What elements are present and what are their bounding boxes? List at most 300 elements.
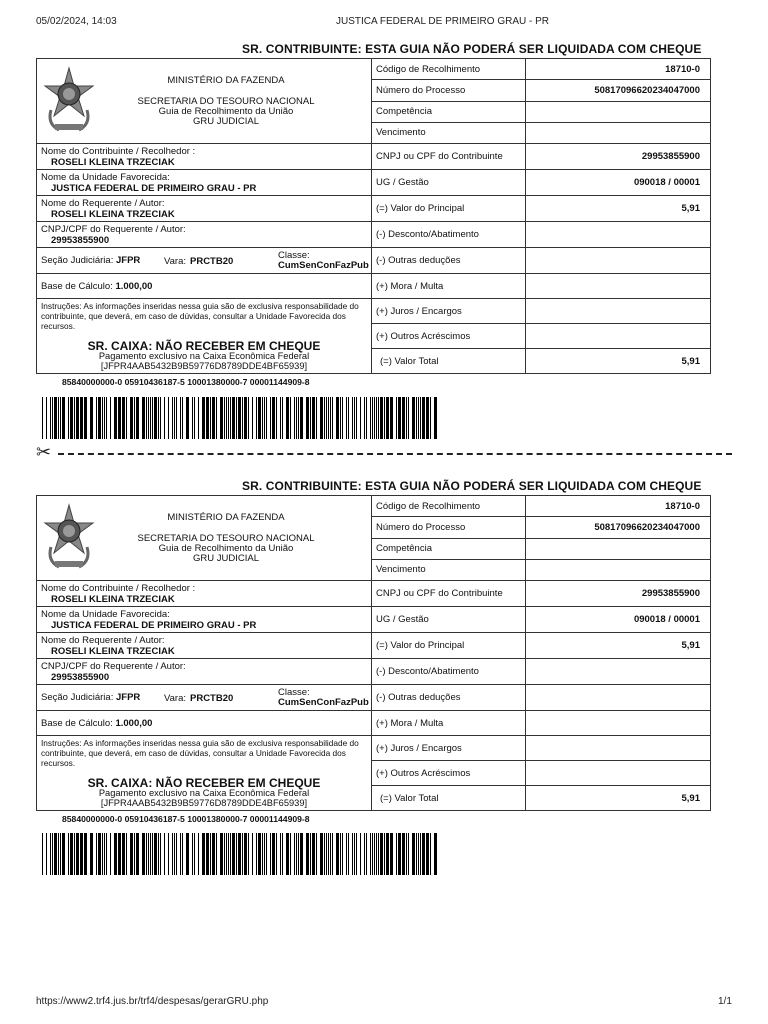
base-cell (37, 274, 372, 299)
mora-label: (+) Mora / Multa (372, 711, 526, 736)
barcode-bar (74, 833, 75, 875)
barcode-bar (192, 833, 193, 875)
barcode-bar (74, 397, 75, 439)
juros-label: (+) Juros / Encargos (372, 736, 526, 761)
barcode-bar (416, 833, 417, 875)
barcode-bar (180, 833, 181, 875)
barcode-bar (50, 397, 51, 439)
barcode-bar (122, 397, 125, 439)
barcode-bar (310, 397, 311, 439)
codigo-label: Código de Recolhimento (372, 59, 526, 80)
barcode-bar (176, 833, 177, 875)
barcode-bar (320, 833, 323, 875)
barcode-bar (390, 833, 393, 875)
barcode-bar (176, 397, 177, 439)
barcode-bar (126, 833, 127, 875)
barcode-bar (42, 833, 43, 875)
barcode-bar (376, 833, 377, 875)
barcode-bar (236, 833, 237, 875)
instructions-cell (37, 299, 372, 374)
barcode-bar (342, 397, 343, 439)
barcode-bar (352, 397, 353, 439)
cnpj-req-cell (37, 222, 372, 248)
barcode-bar (186, 397, 189, 439)
barcode-bar (206, 833, 209, 875)
cnpj-req-value: 29953855900 (51, 234, 110, 246)
barcode-bar (434, 397, 437, 439)
barcode-bar (238, 833, 241, 875)
acrescimos-label: (+) Outros Acréscimos (372, 761, 526, 786)
codigo-label: Código de Recolhimento (372, 496, 526, 517)
barcode-bar (122, 833, 125, 875)
barcode-bar (294, 397, 295, 439)
barcode-bar (146, 397, 147, 439)
barcode-bar (396, 833, 397, 875)
barcode-bar (380, 833, 383, 875)
barcode-bar (360, 397, 361, 439)
barcode-bar (386, 833, 389, 875)
print-title: JUSTICA FEDERAL DE PRIMEIRO GRAU - PR (336, 16, 549, 27)
barcode-bar (384, 833, 385, 875)
barcode-bar (298, 833, 299, 875)
barcode-bar (264, 833, 265, 875)
slip-warning: SR. CONTRIBUINTE: ESTA GUIA NÃO PODERÁ SER LIQUIDADA COM CHEQUE (242, 42, 702, 56)
total-value: 5,91 (526, 786, 711, 811)
cnpj-label: CNPJ ou CPF do Contribuinte (372, 581, 526, 607)
processo-value: 50817096620234047000 (526, 80, 711, 101)
cnpj-req-label: CNPJ/CPF do Requerente / Autor: (41, 660, 186, 672)
barcode-bar (212, 397, 215, 439)
payment-note: Pagamento exclusivo na Caixa Econômica Federal (98, 351, 310, 361)
total-label: (=) Valor Total (372, 349, 526, 374)
requerente-label: Nome do Requerente / Autor: (41, 634, 165, 646)
vencimento-label: Vencimento (372, 122, 526, 143)
base-value: 1.000,00 (115, 717, 153, 729)
ug-value: 090018 / 00001 (526, 607, 711, 633)
barcode-bar (148, 833, 149, 875)
barcode-bar (164, 833, 165, 875)
barcode-bar (60, 833, 61, 875)
barcode-bar (248, 833, 249, 875)
juros-value (526, 736, 711, 761)
barcode-bar (354, 397, 355, 439)
vara-value: PRCTB20 (190, 256, 234, 267)
barcode-bar (356, 833, 357, 875)
requerente-label: Nome do Requerente / Autor: (41, 197, 165, 209)
barcode-bar (396, 397, 397, 439)
barcode-bar (142, 397, 145, 439)
secao-cell (37, 248, 372, 274)
barcode-bar (408, 397, 409, 439)
barcode-bar (256, 397, 257, 439)
competencia-value (526, 101, 711, 122)
barcode-bar (346, 833, 347, 875)
barcode-bar (374, 833, 375, 875)
barcode-bar (60, 397, 61, 439)
cnpj-req-value: 29953855900 (51, 671, 110, 683)
barcode-bar (328, 397, 329, 439)
barcode-bar (106, 833, 107, 875)
unidade-value: JUSTICA FEDERAL DE PRIMEIRO GRAU - PR (51, 182, 257, 194)
barcode-bar (220, 833, 223, 875)
desconto-label: (-) Desconto/Abatimento (372, 222, 526, 248)
barcode-bar (406, 397, 407, 439)
mora-value (526, 711, 711, 736)
barcode-bar (136, 397, 139, 439)
desconto-value (526, 222, 711, 248)
barcode-bar (62, 833, 65, 875)
barcode-bar (332, 833, 333, 875)
barcode-bar (332, 397, 333, 439)
barcode-bar (364, 397, 365, 439)
barcode-bar (198, 833, 199, 875)
competencia-label: Competência (372, 101, 526, 122)
instructions-cell (37, 736, 372, 811)
secao-cell (37, 685, 372, 711)
barcode-bar (220, 397, 223, 439)
requerente-cell (37, 196, 372, 222)
barcode-bar (154, 397, 157, 439)
barcode-bar (330, 833, 331, 875)
barcode-bar (256, 833, 257, 875)
barcode-bar (80, 833, 83, 875)
secretaria-name: SECRETARIA DO TESOURO NACIONAL (137, 96, 315, 107)
requerente-cell (37, 633, 372, 659)
barcode-bar (370, 833, 371, 875)
barcode-bar (98, 833, 101, 875)
barcode-bar (306, 397, 309, 439)
barcode-bar (430, 833, 431, 875)
barcode-bar (422, 833, 425, 875)
guia-title: Guia de Recolhimento da União (158, 543, 294, 554)
barcode-bar (326, 397, 327, 439)
barcode-bar (286, 833, 289, 875)
barcode-bar (76, 833, 79, 875)
barcode-bar (228, 397, 229, 439)
principal-label: (=) Valor do Principal (372, 633, 526, 659)
barcode-bar (298, 397, 299, 439)
barcode-bar (68, 833, 69, 875)
barcode-bar (378, 833, 379, 875)
barcode-bar (70, 833, 73, 875)
barcode-bar (320, 397, 323, 439)
barcode-bar (174, 397, 175, 439)
coat-of-arms-icon (43, 503, 95, 573)
barcode-bar (226, 397, 227, 439)
barcode-1 (42, 397, 438, 439)
barcode-bar (152, 833, 153, 875)
barcode-bar (118, 397, 121, 439)
barcode-bar (244, 397, 247, 439)
barcode-bar (102, 397, 103, 439)
barcode-bar (172, 833, 173, 875)
barcode-bar (210, 397, 211, 439)
barcode-bar (306, 833, 309, 875)
barcode-bar (262, 833, 263, 875)
secretaria-name: SECRETARIA DO TESOURO NACIONAL (137, 533, 315, 544)
requerente-value: ROSELI KLEINA TRZECIAK (51, 645, 175, 657)
barcode-bar (296, 833, 297, 875)
barcode-bar (276, 833, 277, 875)
cnpj-req-cell (37, 659, 372, 685)
unidade-label: Nome da Unidade Favorecida: (41, 608, 170, 620)
barcode-bar (84, 397, 87, 439)
barcode-bar (264, 397, 265, 439)
barcode-bar (90, 397, 93, 439)
barcode-bar (390, 397, 393, 439)
barcode-bar (202, 397, 205, 439)
barcode-bar (300, 397, 303, 439)
contribuinte-value: ROSELI KLEINA TRZECIAK (51, 593, 175, 605)
barcode-bar (210, 833, 211, 875)
barcode-bar (134, 833, 135, 875)
barcode-bar (216, 397, 217, 439)
barcode-bar (374, 397, 375, 439)
barcode-bar (186, 833, 189, 875)
outras-label: (-) Outras deduções (372, 685, 526, 711)
barcode-bar (52, 833, 53, 875)
barcode-bar (366, 833, 367, 875)
instructions-text: Instruções: As informações inseridas nessa guia são de exclusiva responsabilidade do contribuinte, que deverá, em caso de dúvidas, consultar a Unidade Favorecida dos recursos. (41, 301, 359, 331)
barcode-bar (228, 833, 229, 875)
vencimento-value (526, 559, 711, 580)
barcode-bar (164, 397, 165, 439)
gru-title: GRU JUDICIAL (193, 553, 259, 564)
barcode-bar (54, 397, 57, 439)
contribuinte-value: ROSELI KLEINA TRZECIAK (51, 156, 175, 168)
unidade-cell (37, 607, 372, 633)
barcode-bar (418, 833, 419, 875)
barcode-bar (174, 833, 175, 875)
barcode-bar (420, 833, 421, 875)
mora-label: (+) Mora / Multa (372, 274, 526, 299)
barcode-bar (328, 833, 329, 875)
barcode-bar (206, 397, 209, 439)
requerente-value: ROSELI KLEINA TRZECIAK (51, 208, 175, 220)
barcode-bar (286, 397, 289, 439)
barcode-bar (282, 833, 283, 875)
barcode-bar (272, 397, 275, 439)
barcode-bar (238, 397, 241, 439)
barcode-bar (420, 397, 421, 439)
barcode-bar (408, 833, 409, 875)
instructions-text: Instruções: As informações inseridas nessa guia são de exclusiva responsabilidade do contribuinte, que deverá, em caso de dúvidas, consultar a Unidade Favorecida dos recursos. (41, 738, 359, 768)
barcode-bar (46, 397, 47, 439)
barcode-bar (270, 397, 271, 439)
barcode-bar (312, 397, 315, 439)
desconto-value (526, 659, 711, 685)
barcode-bar (118, 833, 121, 875)
secao-value: JFPR (116, 692, 141, 703)
barcode-bar (90, 833, 93, 875)
total-label: (=) Valor Total (372, 786, 526, 811)
contribuinte-label: Nome do Contribuinte / Recolhedor : (41, 145, 196, 157)
barcode-bar (54, 833, 57, 875)
classe-value: CumSenConFazPub (278, 697, 369, 708)
barcode-bar (370, 397, 371, 439)
barcode-bar (232, 833, 235, 875)
barcode-bar (42, 397, 43, 439)
desconto-label: (-) Desconto/Abatimento (372, 659, 526, 685)
barcode-bar (340, 833, 341, 875)
barcode-bar (198, 397, 199, 439)
contribuinte-cell (37, 581, 372, 607)
juros-label: (+) Juros / Encargos (372, 299, 526, 324)
barcode-bar (96, 397, 97, 439)
payment-note: Pagamento exclusivo na Caixa Econômica Federal (98, 788, 310, 798)
barcode-bar (98, 397, 101, 439)
ministry-name: MINISTÉRIO DA FAZENDA (167, 75, 285, 86)
barcode-bar (402, 833, 405, 875)
gru-slip-2 (36, 495, 711, 811)
barcode-bar (430, 397, 431, 439)
barcode-bar (354, 833, 355, 875)
barcode-bar (202, 833, 205, 875)
barcode-bar (158, 833, 159, 875)
barcode-bar (182, 833, 183, 875)
barcode-bar (232, 397, 235, 439)
processo-value: 50817096620234047000 (526, 517, 711, 538)
unidade-label: Nome da Unidade Favorecida: (41, 171, 170, 183)
barcode-bar (76, 397, 79, 439)
barcode-bar (402, 397, 405, 439)
classe-label: Classe: (278, 687, 310, 698)
barcode-bar (312, 833, 315, 875)
barcode-bar (348, 397, 349, 439)
barcode-bar (336, 833, 339, 875)
barcode-bar (150, 397, 151, 439)
barcode-bar (418, 397, 419, 439)
barcode-bar (192, 397, 193, 439)
barcode-bar (46, 833, 47, 875)
ug-label: UG / Gestão (372, 607, 526, 633)
barcode-bar (126, 397, 127, 439)
cnpj-value: 29953855900 (526, 581, 711, 607)
barcode-bar (270, 833, 271, 875)
ug-value: 090018 / 00001 (526, 170, 711, 196)
barcode-bar (134, 397, 135, 439)
header-block (37, 59, 372, 144)
barcode-bar (84, 833, 87, 875)
competencia-label: Competência (372, 538, 526, 559)
barcode-bar (330, 397, 331, 439)
vara-value: PRCTB20 (190, 693, 234, 704)
barcode-bar (52, 397, 53, 439)
payment-hash: [JFPR4AAB5432B9B59776D8789DDE4BF65939] (100, 798, 308, 808)
barcode-bar (258, 833, 261, 875)
ministry-name: MINISTÉRIO DA FAZENDA (167, 512, 285, 523)
barcode-bar (194, 833, 195, 875)
barcode-bar (310, 833, 311, 875)
barcode-bar (146, 833, 147, 875)
vencimento-label: Vencimento (372, 559, 526, 580)
barcode-2 (42, 833, 438, 875)
barcode-bar (194, 397, 195, 439)
cnpj-label: CNPJ ou CPF do Contribuinte (372, 144, 526, 170)
barcode-bar (150, 833, 151, 875)
total-value: 5,91 (526, 349, 711, 374)
barcode-bar (406, 833, 407, 875)
barcode-bar (252, 397, 253, 439)
print-datetime: 05/02/2024, 14:03 (36, 16, 117, 27)
outras-value (526, 248, 711, 274)
processo-label: Número do Processo (372, 80, 526, 101)
vara-label: Vara: (164, 693, 187, 704)
barcode-bar (398, 833, 401, 875)
barcode-bar (224, 833, 225, 875)
barcode-bar (154, 833, 157, 875)
principal-label: (=) Valor do Principal (372, 196, 526, 222)
barcode-bar (290, 833, 291, 875)
barcode-bar (242, 833, 243, 875)
barcode-bar (102, 833, 103, 875)
barcode-bar (226, 833, 227, 875)
barcode-bar (242, 397, 243, 439)
barcode-bar (110, 833, 111, 875)
vara-label: Vara: (164, 256, 187, 267)
barcode-bar (336, 397, 339, 439)
barcode-bar (384, 397, 385, 439)
juros-value (526, 299, 711, 324)
barcode-bar (326, 833, 327, 875)
barcode-bar (294, 833, 295, 875)
footer-page: 1/1 (718, 996, 732, 1007)
barcode-bar (130, 833, 133, 875)
barcode-bar (172, 397, 173, 439)
barcode-bar (182, 397, 183, 439)
caixa-warning: SR. CAIXA: NÃO RECEBER EM CHEQUE (87, 339, 321, 353)
barcode-bar (434, 833, 437, 875)
caixa-warning: SR. CAIXA: NÃO RECEBER EM CHEQUE (87, 776, 321, 790)
principal-value: 5,91 (526, 196, 711, 222)
barcode-bar (364, 833, 365, 875)
ug-label: UG / Gestão (372, 170, 526, 196)
barcode-bar (106, 397, 107, 439)
processo-label: Número do Processo (372, 517, 526, 538)
barcode-bar (280, 833, 281, 875)
barcode-bar (224, 397, 225, 439)
gru-title: GRU JUDICIAL (193, 116, 259, 127)
barcode-bar (422, 397, 425, 439)
acrescimos-value (526, 324, 711, 349)
secao-value: JFPR (116, 255, 141, 266)
unidade-cell (37, 170, 372, 196)
barcode-bar (348, 833, 349, 875)
cut-line (58, 453, 732, 455)
barcode-bar (62, 397, 65, 439)
barcode-bar (386, 397, 389, 439)
barcode-bar (80, 397, 83, 439)
classe-label: Classe: (278, 250, 310, 261)
unidade-value: JUSTICA FEDERAL DE PRIMEIRO GRAU - PR (51, 619, 257, 631)
codigo-value: 18710-0 (526, 59, 711, 80)
payment-hash: [JFPR4AAB5432B9B59776D8789DDE4BF65939] (100, 361, 308, 371)
coat-of-arms-icon (43, 66, 95, 136)
barcode-bar (148, 397, 149, 439)
barcode-digits: 85840000000-0 05910436187-5 10001380000-7 00001144909-8 (62, 377, 310, 387)
barcode-bar (276, 397, 277, 439)
cnpj-value: 29953855900 (526, 144, 711, 170)
barcode-bar (376, 397, 377, 439)
barcode-bar (412, 833, 415, 875)
barcode-bar (114, 833, 117, 875)
barcode-bar (356, 397, 357, 439)
acrescimos-label: (+) Outros Acréscimos (372, 324, 526, 349)
mora-value (526, 274, 711, 299)
barcode-digits: 85840000000-0 05910436187-5 10001380000-7 00001144909-8 (62, 814, 310, 824)
barcode-bar (352, 833, 353, 875)
slip-warning: SR. CONTRIBUINTE: ESTA GUIA NÃO PODERÁ SER LIQUIDADA COM CHEQUE (242, 479, 702, 493)
